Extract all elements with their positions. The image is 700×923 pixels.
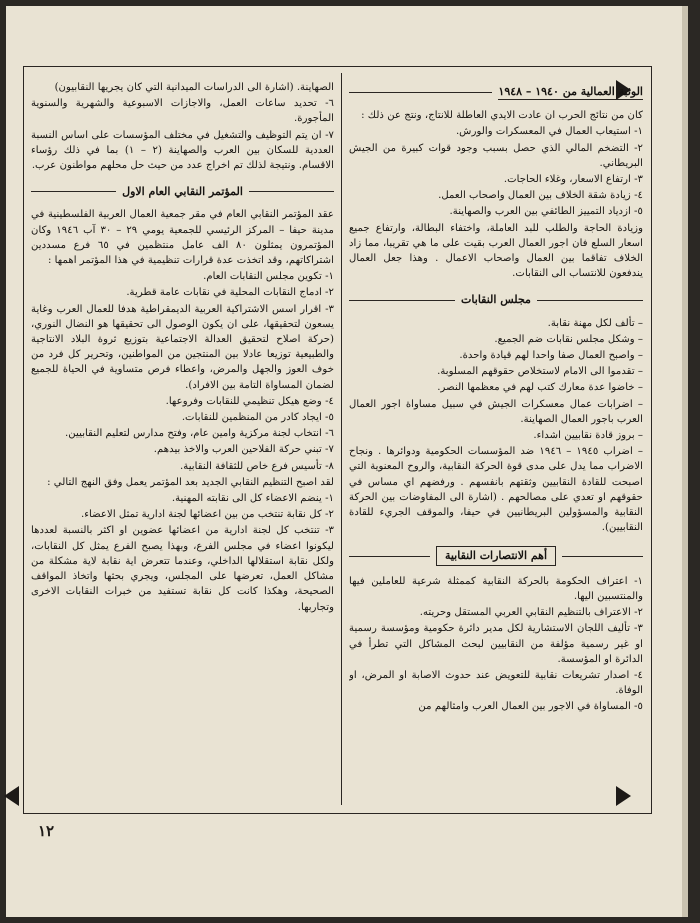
- list-item: ٣- ارتفاع الاسعار، وغلاء الحاجات.: [503, 174, 643, 186]
- heading-rule: [349, 92, 492, 93]
- first-congress-heading: المؤتمر النقابي العام الاول: [122, 185, 243, 199]
- list-item: ٤- زيادة شقة الخلاف بين العمال واصحاب العمل.: [438, 190, 643, 202]
- list-item: – وشكل مجلس نقابات ضم الجميع.: [494, 333, 643, 345]
- plan-item: ٢- كل نقابة تنتخب من بين اعضائها لجنة ادارية تمثل الاعضاء.: [80, 509, 334, 521]
- heading-rule: [349, 556, 430, 557]
- plan-item: ٣- تنتخب كل لجنة ادارية من اعضائها عضوين او اكثر بالنسبة لعددها ليكونوا اعضاء في مجلس الفرع، وبهذا يصبح الفرع يمثل كل النقابات، ولكل نقابة استقلالها الداخلي، وعندما تتعرض اية نقابة لاية مشكلة من مشاكل العمل، تعرضها على المجلس، ويجري بحثها واتخاذ المواقف الصحيحة، وهكذا كانت كل نقابة تستفيد من خبرات النقابات الاخرى وتجاربها.: [31, 525, 334, 613]
- heading-rule: [249, 191, 334, 192]
- binding-edge: [682, 6, 688, 917]
- page-number: ١٢: [38, 822, 55, 840]
- resolution-item: ٧- تبني حركة الفلاحين العرب والاخذ بيدهم.: [153, 444, 334, 456]
- list-item: ٦- تحديد ساعات العمل، والاجازات الاسبوعية والشهرية والسنوية المأجورة.: [31, 98, 334, 125]
- resolution-item: ٨- تأسيس فرع خاص للثقافة النقابية.: [180, 460, 334, 472]
- resolution-item: ٣- اقرار اسس الاشتراكية العربية الديمقراطية هدفا للعمال العرب وغاية يسعون لتحقيقها، على ان يكون الوصول الى تحقيقها هو النضال النوري، (حركة اصلاح لتحقيق العدالة الاجتماعية بتوزيع ثروة البلاد الانتاجية والطبيعية توزيعا عادلا بين المنتجين من المواطنين، وتحرير كل فرد من خوف العوز والجهل والمرض، واعطاء فرص متساوية في الحياة للجميع لضمان المساواة التامة بين الافراد).: [31, 303, 334, 391]
- congress-intro: عقد المؤتمر النقابي العام في مقر جمعية العمال العربية الفلسطينية في مدينة حيفا – المركز الرئيسي للجمعية يومي ٢٩ – ٣٠ آب ١٩٤٦ وكان المؤتمرون يمثلون ٨٠ الف عامل منتظمين في ٦٥ فرع مسددين اشتراكاتهم، وقد اتخذت عدة قرارات تنظيمية في هذا المؤتمر اهمها :: [31, 209, 334, 267]
- heading-rule: [31, 191, 116, 192]
- list-item: ٢- الاعتراف بالتنظيم النقابي العربي المستقل وحريته.: [419, 607, 643, 619]
- list-item: ٣- تأليف اللجان الاستشارية لكل مدير دائرة حكومية ومؤسسة رسمية او غير رسمية مؤلفة من النقابيين لبحث المشاكل التي تطرأ في الدائرة او المؤسسة.: [349, 623, 643, 665]
- list-item: ٢- التضخم المالي الذي حصل بسبب وجود قوات كبيرة من الجيش البريطاني.: [349, 142, 643, 169]
- section-heading-first-congress: [31, 184, 334, 199]
- list-item: – واصبح العمال صفا واحدا لهم قيادة واحدة.: [459, 350, 643, 362]
- unions-council-heading: مجلس النقابات: [461, 293, 531, 307]
- list-item: الصهاينة. (اشارة الى الدراسات الميدانية التي كان يجريها النقابيون): [54, 82, 334, 93]
- intro-paragraph: كان من نتائج الحرب ان عادت الايدي العاطلة للانتاج، ونتج عن ذلك :: [361, 110, 643, 122]
- column-divider: [341, 73, 342, 805]
- list-item: – تألف لكل مهنة نقابة.: [547, 317, 643, 329]
- resolution-item: ٦- انتخاب لجنة مركزية وامين عام، وفتح مدارس لتعليم النقابيين.: [65, 428, 334, 440]
- resolution-item: ١- تكوين مجلس النقابات العام.: [203, 271, 334, 283]
- section-heading-unions-council: [349, 292, 643, 307]
- list-item: – اضراب ١٩٤٥ – ١٩٤٦ ضد المؤسسات الحكومية ودوائرها . ونجاح الاضراب مما يدل على مدى قوة الحركة النقابية، والروح المعنوية التي اصبحت للقادة النقابيين وثقتهم بانفسهم . ورفضهم اي مساس في حقوقهم او تعدي على مصالحهم . (اشارة الى المفاوضات بين الحركة النقابية والمسؤولين البريطانيين في حيفا، والموقف الجريء للقادة النقابيين).: [349, 446, 643, 534]
- list-item: ٥- ازدياد التمييز الطائفي بين العرب والصهاينة.: [449, 206, 643, 218]
- list-item: ٧- ان يتم التوظيف والتشغيل في مختلف المؤسسات على اساس النسبة العددية للسكان بين العرب والصهاينة (٢ – ١) بما في ذلك رؤساء الاقسام. ونتيجة لذلك تم اخراج عدد من حيث حل محلهم مواطنون عرب.: [31, 129, 334, 172]
- list-item: ٤- اصدار تشريعات نقابية للتعويض عند حدوث الاصابة او المرض، او الوفاة.: [349, 669, 643, 697]
- list-item: ٥- المساواة في الاجور بين العمال العرب وامثالهم من: [418, 701, 643, 713]
- left-column: [31, 80, 334, 808]
- list-item: وزيادة الحاجة والطلب للبد العاملة، واختفاء البطالة، وارتفاع جميع اسعار السلع فان اجور العمال العرب بقيت على ما هي تقريبا، مما زاد الخلاف تفاقما بين العمال واصحاب الاعمال . وهذا جعل العمال يندفعون للانتساب الى النقابات.: [349, 222, 643, 280]
- resolution-item: ٥- ايجاد كادر من المنظمين للنقابات.: [181, 412, 334, 424]
- list-item: – بروز قادة نقابيين اشداء.: [533, 430, 643, 442]
- labor-surge-heading: الوثبة العمالية من ١٩٤٠ – ١٩٤٨: [498, 84, 643, 100]
- left-arrow-bottom-icon: [4, 786, 19, 806]
- right-column: [349, 80, 643, 808]
- list-item: ١- اعتراف الحكومة بالحركة النقابية كممثلة شرعية للعاملين فيها والمنتسبين اليها.: [349, 575, 643, 602]
- victories-heading: أهم الانتصارات النقابية: [436, 546, 556, 565]
- heading-rule: [562, 556, 643, 557]
- resolution-item: ٤- وضع هيكل تنظيمي للنقابات وفروعها.: [165, 395, 334, 407]
- section-heading-victories: [349, 546, 643, 565]
- list-item: – اضرابات عمال معسكرات الجيش في سبيل مساواة اجور العمال العرب باجور العمال الصهاينة.: [349, 398, 643, 425]
- heading-rule: [349, 300, 455, 301]
- plan-item: ١- ينضم الاعضاء كل الى نقابته المهنية.: [171, 493, 334, 505]
- list-item: – تقدموا الى الامام لاستخلاص حقوقهم المسلوبة.: [437, 366, 643, 378]
- plan-intro: لقد اصبح التنظيم النقابي الجديد بعد المؤتمر يعمل وفق النهج التالي :: [47, 476, 334, 488]
- section-heading-labor-surge: [349, 84, 643, 100]
- heading-rule: [537, 300, 643, 301]
- resolution-item: ٢- ادماج النقابات المحلية في نقابات عامة قطرية.: [126, 287, 334, 299]
- list-item: ١- استيعاب العمال في المعسكرات والورش.: [455, 126, 643, 138]
- list-item: – خاضوا عدة معارك كتب لهم في معظمها النصر.: [437, 382, 643, 394]
